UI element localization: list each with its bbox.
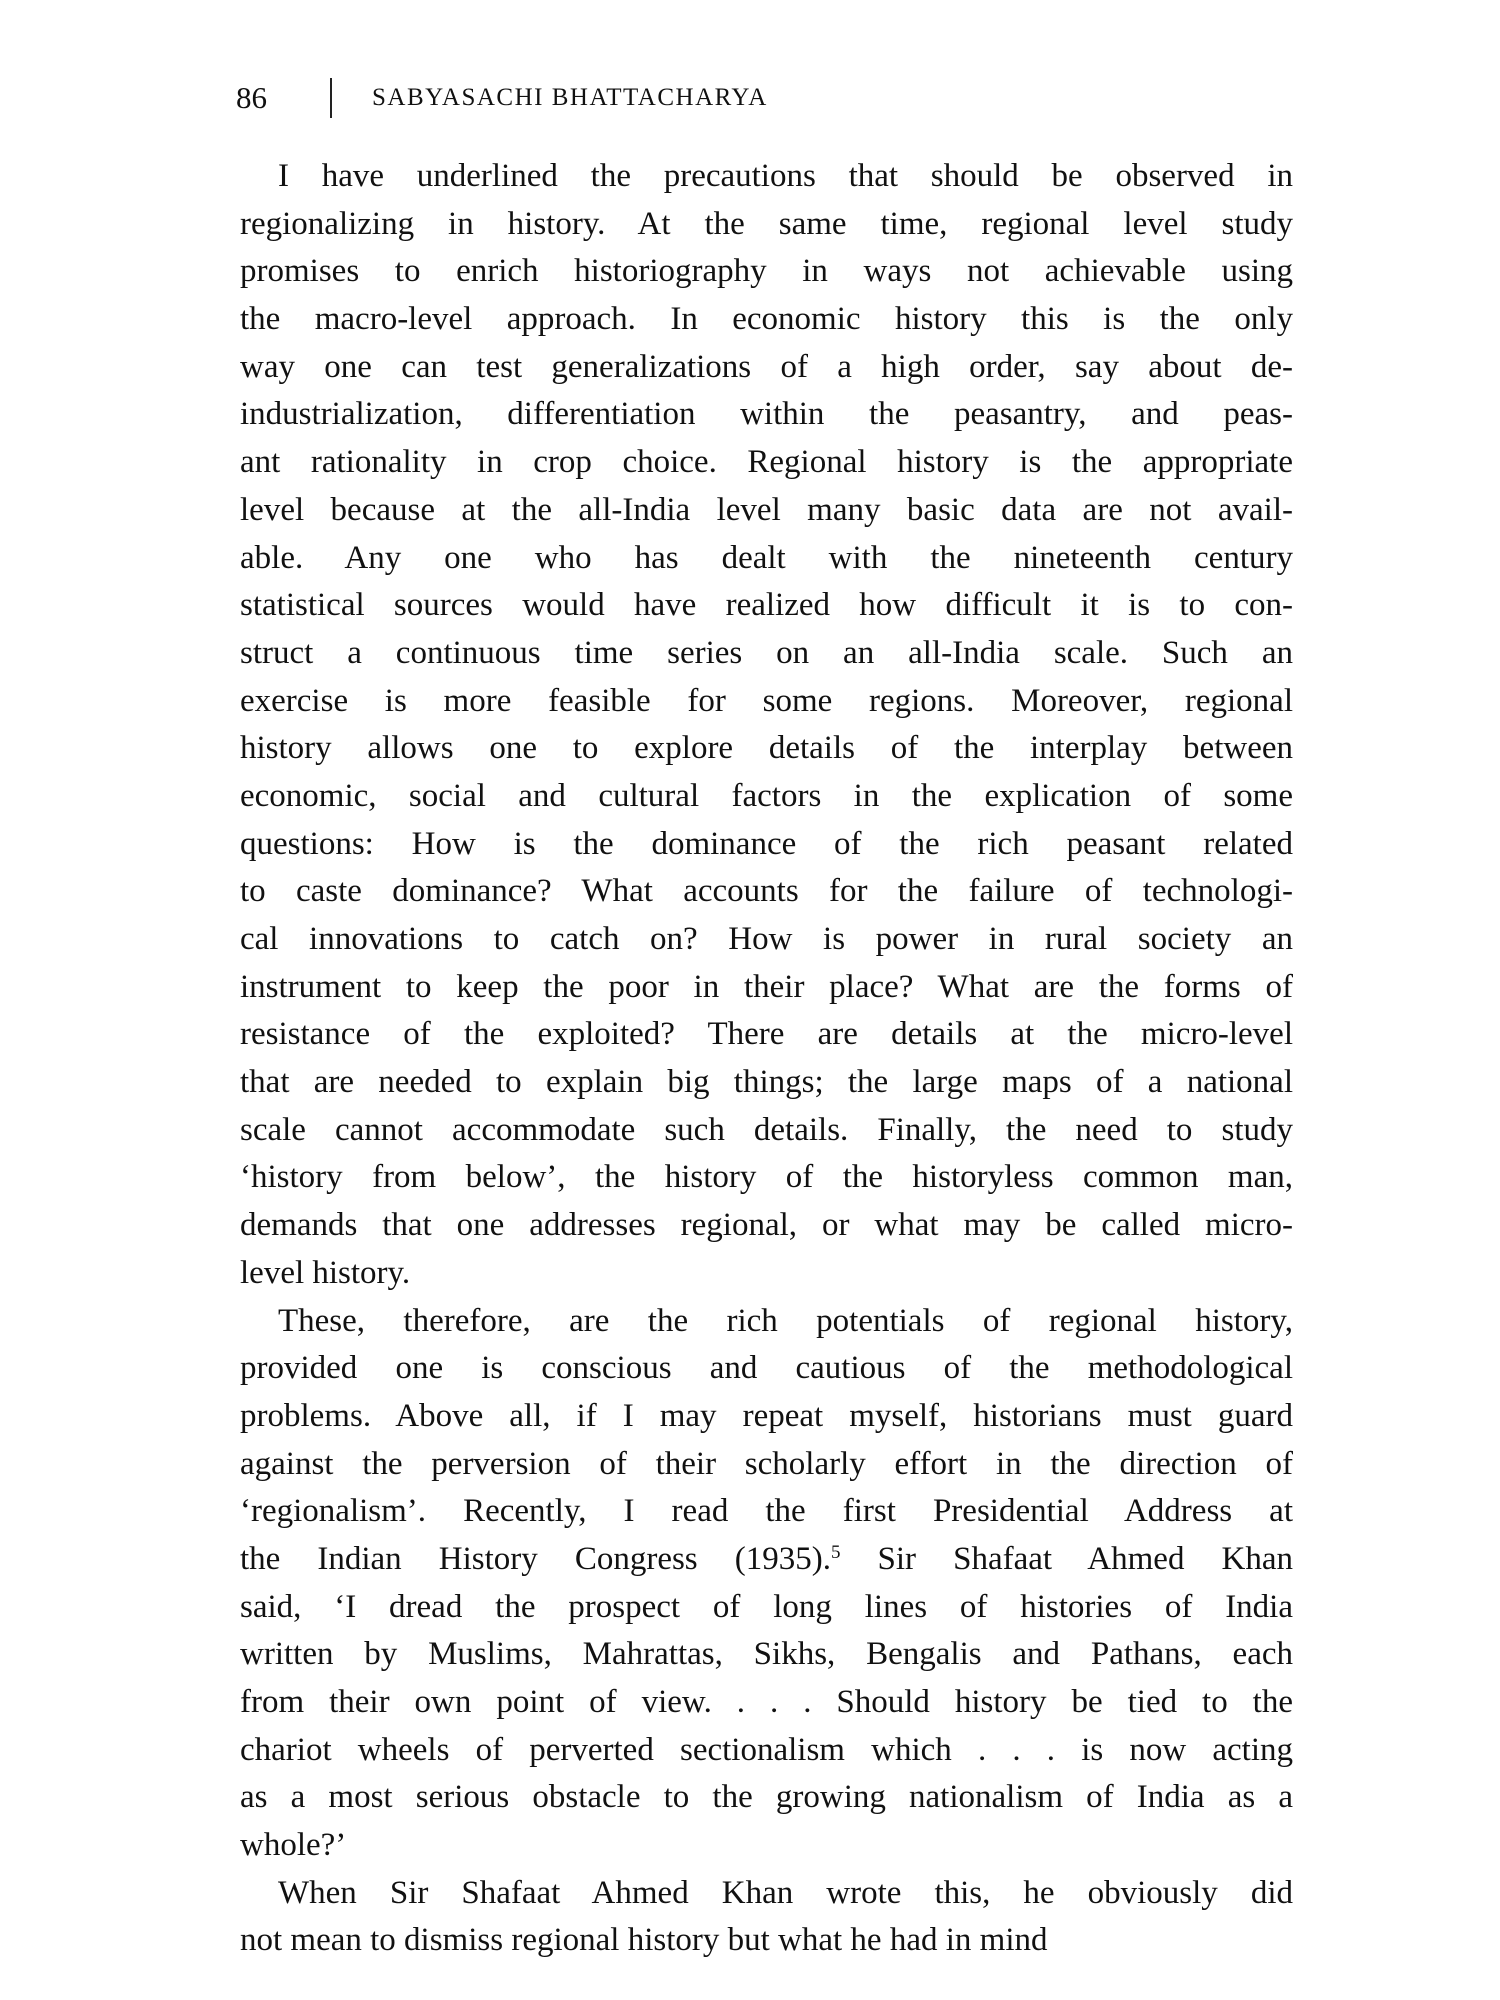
text-line: to caste dominance? What accounts for the failure of technologi-: [240, 873, 1293, 910]
text-line: resistance of the exploited? There are details at the micro-level: [240, 1016, 1293, 1053]
text-line: written by Muslims, Mahrattas, Sikhs, Bengalis and Pathans, each: [240, 1636, 1293, 1673]
text-line: [240, 1536, 1293, 1584]
text-line: questions: How is the dominance of the rich peasant related: [240, 825, 1293, 862]
text-line: industrialization, differentiation within the peasantry, and peas-: [240, 396, 1293, 433]
text-line: chariot wheels of perverted sectionalism which . . . is now acting: [240, 1731, 1293, 1768]
text-line: problems. Above all, if I may repeat myself, historians must guard: [240, 1397, 1293, 1434]
text-line: ‘history from below’, the history of the historyless common man,: [240, 1159, 1293, 1196]
text-line: promises to enrich historiography in ways not achievable using: [240, 253, 1293, 290]
text-line: economic, social and cultural factors in the explication of some: [240, 777, 1293, 814]
text-line: struct a continuous time series on an all-India scale. Such an: [240, 634, 1293, 671]
footnote-reference[interactable]: 5: [830, 1541, 841, 1563]
body-text: [240, 153, 1293, 1965]
text-span: the Indian History Congress (1935).: [240, 1540, 831, 1577]
text-line: able. Any one who has dealt with the nineteenth century: [240, 539, 1293, 576]
text-line: When Sir Shafaat Ahmed Khan wrote this, he obviously did: [278, 1874, 1293, 1911]
page-number: 86: [236, 80, 267, 115]
text-line: cal innovations to catch on? How is power in rural society an: [240, 921, 1293, 957]
text-line: statistical sources would have realized how difficult it is to con-: [240, 587, 1293, 624]
text-line: demands that one addresses regional, or what may be called micro-: [240, 1207, 1293, 1244]
text-line: way one can test generalizations of a high order, say about de-: [240, 348, 1293, 385]
text-line: whole?’: [240, 1827, 347, 1864]
text-line: level history.: [240, 1254, 411, 1291]
text-line: ‘regionalism’. Recently, I read the first Presidential Address at: [240, 1493, 1293, 1530]
text-line: not mean to dismiss regional history but what he had in mind: [240, 1922, 1048, 1959]
running-header: [236, 76, 768, 120]
text-line: exercise is more feasible for some regions. Moreover, regional: [240, 682, 1293, 719]
text-line: level because at the all-India level many basic data are not avail-: [240, 491, 1293, 528]
text-line: history allows one to explore details of the interplay between: [240, 730, 1293, 767]
text-line: as a most serious obstacle to the growing nationalism of India as a: [240, 1779, 1293, 1816]
text-line: regionalizing in history. At the same time, regional level study: [240, 205, 1293, 242]
text-line: instrument to keep the poor in their place? What are the forms of: [240, 968, 1293, 1005]
text-line: I have underlined the precautions that should be observed in: [278, 158, 1293, 194]
text-line: These, therefore, are the rich potentials of regional history,: [278, 1302, 1293, 1339]
text-line: from their own point of view. . . . Should history be tied to the: [240, 1684, 1293, 1720]
running-head-author: SABYASACHI BHATTACHARYA: [372, 84, 768, 111]
text-line: the macro-level approach. In economic history this is the only: [240, 301, 1293, 338]
text-line: against the perversion of their scholarly effort in the direction of: [240, 1445, 1293, 1482]
text-line: provided one is conscious and cautious of the methodological: [240, 1350, 1293, 1387]
text-line: scale cannot accommodate such details. Finally, the need to study: [240, 1111, 1293, 1148]
text-span: Sir Shafaat Ahmed Khan: [840, 1540, 1293, 1577]
text-line: said, ‘I dread the prospect of long lines of histories of India: [240, 1588, 1293, 1625]
header-divider: [330, 78, 332, 118]
text-line: that are needed to explain big things; the large maps of a national: [240, 1064, 1293, 1101]
text-line: ant rationality in crop choice. Regional history is the appropriate: [240, 444, 1293, 481]
